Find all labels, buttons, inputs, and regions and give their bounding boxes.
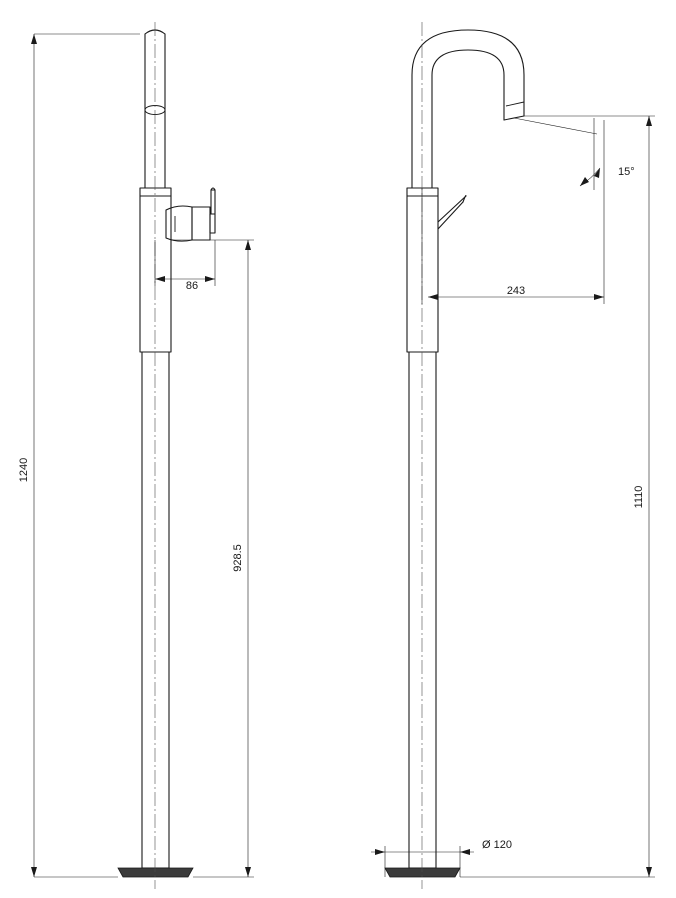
- dim-120-label: Ø 120: [482, 839, 512, 851]
- dim-86-arrow-right: [205, 276, 215, 282]
- dim-1110-arrow-top: [646, 116, 652, 126]
- side-body-lower: [409, 352, 436, 868]
- front-handle-collar: [192, 207, 210, 240]
- dim-1110-arrow-bottom: [646, 867, 652, 877]
- dim-15-arrow-1: [580, 177, 589, 186]
- dim-928-arrow-bottom: [245, 867, 251, 877]
- front-view: [118, 22, 215, 889]
- dimension-86: [155, 240, 215, 292]
- front-handle-end: [210, 214, 215, 233]
- dim-1110-label: 1110: [633, 485, 645, 509]
- dim-243-arrow-left: [428, 294, 438, 300]
- dim-1240-label: 1240: [18, 457, 30, 483]
- dim-120-arrow-right: [460, 849, 470, 855]
- dim-120-arrow-left: [375, 849, 385, 855]
- side-view: [385, 22, 524, 889]
- front-body-lower: [142, 352, 169, 868]
- side-body-upper: [407, 188, 438, 352]
- dim-1240-arrow-bottom: [31, 867, 37, 877]
- side-handle-lever2: [438, 202, 463, 229]
- dimension-928: [171, 240, 254, 877]
- side-spout-outlet-inner: [506, 102, 524, 106]
- side-gooseneck-outer: [412, 30, 524, 188]
- dim-928-label: 928.5: [232, 544, 244, 572]
- dimension-angle-15: [514, 118, 635, 190]
- dimension-1110: [460, 116, 655, 877]
- dim-243-arrow-right: [594, 294, 604, 300]
- front-handle-body: [166, 206, 192, 241]
- dim-928-arrow-top: [245, 240, 251, 250]
- front-base-plate: [118, 868, 193, 877]
- front-handle-lever: [211, 190, 215, 214]
- side-base-plate: [385, 868, 460, 877]
- dim-15-label: 15°: [618, 166, 635, 178]
- dimension-1240: [18, 34, 140, 877]
- dim-1240-arrow-top: [31, 34, 37, 44]
- side-handle-lever: [438, 196, 466, 222]
- dim-86-arrow-left: [155, 276, 165, 282]
- side-gooseneck-inner: [432, 50, 504, 188]
- dim-86-label: 86: [185, 280, 199, 292]
- dim-243-label: 243: [506, 285, 526, 297]
- dim-15-ext-face: [514, 118, 597, 134]
- dim-15-arrow-2: [594, 168, 600, 178]
